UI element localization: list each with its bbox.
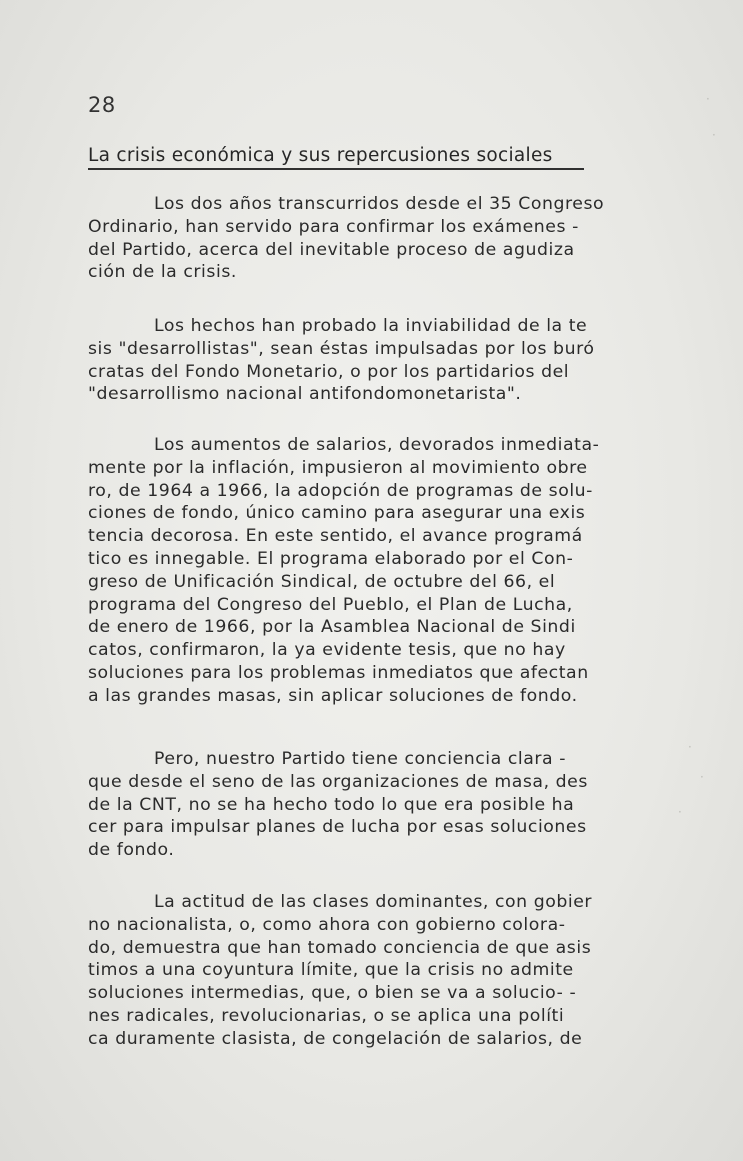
text-line: sis "desarrollistas", sean éstas impulsadas por los buró bbox=[88, 338, 595, 359]
scan-speck: · bbox=[706, 92, 710, 106]
text-line: mente por la inflación, impusieron al movimiento obre bbox=[88, 457, 588, 478]
scan-speck: · bbox=[712, 128, 716, 142]
text-line: Ordinario, han servido para confirmar los exámenes - bbox=[88, 216, 579, 237]
scan-speck: · bbox=[700, 770, 704, 784]
paragraph-3 bbox=[88, 434, 648, 708]
section-title: La crisis económica y sus repercusiones sociales bbox=[88, 145, 584, 170]
text-line: no nacionalista, o, como ahora con gobierno colora- bbox=[88, 914, 566, 935]
text-line: Los dos años transcurridos desde el 35 Congreso bbox=[154, 194, 605, 214]
text-line: programa del Congreso del Pueblo, el Plan de Lucha, bbox=[88, 594, 573, 615]
text-line: que desde el seno de las organizaciones de masa, des bbox=[88, 771, 588, 792]
text-line: do, demuestra que han tomado conciencia de que asis bbox=[88, 937, 592, 958]
paragraph-2 bbox=[88, 315, 648, 406]
paragraph-5 bbox=[88, 891, 648, 1051]
text-line: "desarrollismo nacional antifondomonetarista". bbox=[88, 384, 522, 405]
text-line: timos a una coyuntura límite, que la crisis no admite bbox=[88, 960, 574, 981]
text-line: del Partido, acerca del inevitable proceso de agudiza bbox=[88, 239, 575, 260]
text-line: tico es innegable. El programa elaborado por el Con- bbox=[88, 548, 574, 569]
text-line: soluciones para los problemas inmediatos que afectan bbox=[88, 662, 589, 683]
page-number: 28 bbox=[88, 93, 116, 117]
text-line: ciones de fondo, único camino para asegurar una exis bbox=[88, 503, 586, 524]
text-line: nes radicales, revolucionarias, o se aplica una políti bbox=[88, 1005, 565, 1026]
text-line: cer para impulsar planes de lucha por esas soluciones bbox=[88, 817, 587, 838]
text-line: catos, confirmaron, la ya evidente tesis, que no hay bbox=[88, 640, 566, 661]
paragraph-1 bbox=[88, 193, 648, 284]
text-line: soluciones intermedias, que, o bien se va a solucio- - bbox=[88, 983, 577, 1004]
text-line: de enero de 1966, por la Asamblea Nacional de Sindi bbox=[88, 617, 576, 638]
text-line: cratas del Fondo Monetario, o por los partidarios del bbox=[88, 361, 570, 382]
text-line: de fondo. bbox=[88, 840, 175, 861]
paragraph-4 bbox=[88, 748, 648, 862]
text-line: ro, de 1964 a 1966, la adopción de programas de solu- bbox=[88, 480, 593, 501]
text-line: tencia decorosa. En este sentido, el avance programá bbox=[88, 526, 583, 547]
text-line: a las grandes masas, sin aplicar soluciones de fondo. bbox=[88, 685, 578, 706]
text-line: greso de Unificación Sindical, de octubre del 66, el bbox=[88, 571, 556, 592]
text-line: Los aumentos de salarios, devorados inmediata- bbox=[154, 435, 600, 455]
scan-speck: · bbox=[678, 805, 682, 819]
text-line: de la CNT, no se ha hecho todo lo que era posible ha bbox=[88, 794, 575, 815]
text-line: Los hechos han probado la inviabilidad de la te bbox=[154, 316, 588, 336]
text-line: ción de la crisis. bbox=[88, 262, 237, 283]
text-line: Pero, nuestro Partido tiene conciencia clara - bbox=[154, 749, 566, 769]
text-line: La actitud de las clases dominantes, con gobier bbox=[154, 892, 593, 912]
text-line: ca duramente clasista, de congelación de salarios, de bbox=[88, 1028, 583, 1049]
scan-speck: · bbox=[688, 740, 692, 754]
